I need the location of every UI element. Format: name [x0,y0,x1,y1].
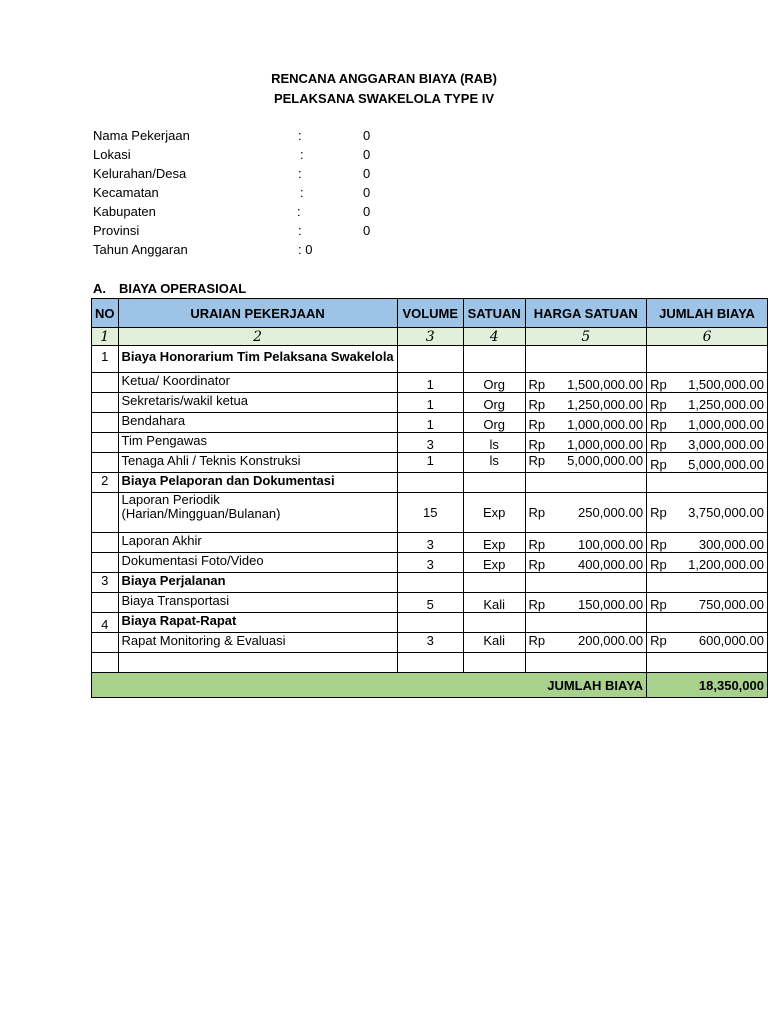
category-row [92,573,768,593]
item-unit: Exp [463,553,525,573]
item-volume: 15 [397,493,463,533]
info-colon: : [298,128,302,143]
item-description: Tim Pengawas [118,433,397,453]
info-label: Nama Pekerjaan [93,128,190,143]
item-volume: 3 [397,553,463,573]
info-value: 0 [363,166,371,181]
item-volume: 3 [397,633,463,653]
item-total: Rp 1,000,000.00 [647,413,768,433]
item-description: Bendahara [118,413,397,433]
item-volume: 1 [397,413,463,433]
col-header-uraian: URAIAN PEKERJAAN [118,299,397,328]
table-header-row [92,299,768,328]
document-title: RENCANA ANGGARAN BIAYA (RAB) [271,71,497,86]
column-number: 4 [463,328,525,346]
info-colon: : [300,185,304,200]
item-unit: Org [463,373,525,393]
item-total: Rp 3,750,000.00 [647,493,768,533]
info-label: Kelurahan/Desa [93,166,187,181]
info-label: Provinsi [93,223,140,238]
category-title: Biaya Rapat-Rapat [118,613,397,633]
item-description: Rapat Monitoring & Evaluasi [118,633,397,653]
item-total: Rp 750,000.00 [647,593,768,613]
info-value: 0 [363,128,371,143]
item-total: Rp 3,000,000.00 [647,433,768,453]
category-row [92,346,768,373]
column-number-row [92,328,768,346]
item-unit: ls [463,453,525,473]
item-description: Tenaga Ahli / Teknis Konstruksi [118,453,397,473]
item-price: Rp 1,500,000.00 [525,373,647,393]
info-value: 0 [363,204,371,219]
item-volume: 3 [397,533,463,553]
item-total: Rp 5,000,000.00 [647,453,768,473]
item-volume: 1 [397,393,463,413]
category-number: 3 [92,573,119,593]
column-number: 2 [118,328,397,346]
document-subtitle: PELAKSANA SWAKELOLA TYPE IV [273,91,495,106]
info-value: 0 [363,147,371,162]
category-row [92,473,768,493]
col-header-no: NO [92,299,119,328]
column-number: 3 [397,328,463,346]
info-value: 0 [363,185,371,200]
category-number: 4 [92,613,119,633]
item-price: Rp 400,000.00 [525,553,647,573]
info-label: Lokasi [93,147,131,162]
item-unit: Kali [463,593,525,613]
item-description: Ketua/ Koordinator [118,373,397,393]
item-total: Rp 600,000.00 [647,633,768,653]
table-row [92,533,768,553]
item-description: Biaya Transportasi [118,593,397,613]
item-volume: 1 [397,453,463,473]
category-row [92,613,768,633]
item-price: Rp 250,000.00 [525,493,647,533]
section-title: BIAYA OPERASIOAL [119,281,247,296]
total-label: JUMLAH BIAYA [92,673,647,698]
item-unit: Exp [463,533,525,553]
category-number: 1 [92,346,119,373]
item-volume: 3 [397,433,463,453]
item-price: Rp 5,000,000.00 [525,453,647,473]
item-description: Dokumentasi Foto/Video [118,553,397,573]
info-label: Kecamatan [93,185,159,200]
item-description: Laporan Akhir [118,533,397,553]
budget-table [91,298,768,698]
info-colon: : 0 [298,242,313,257]
item-unit: ls [463,433,525,453]
item-unit: Kali [463,633,525,653]
item-description: Laporan Periodik (Harian/Mingguan/Bulanan) [118,493,397,533]
column-number: 6 [647,328,768,346]
item-unit: Exp [463,493,525,533]
col-header-volume: VOLUME [397,299,463,328]
section-letter: A. [93,281,106,296]
section-heading [93,281,246,296]
item-price: Rp 100,000.00 [525,533,647,553]
category-title: Biaya Pelaporan dan Dokumentasi [118,473,397,493]
table-row [92,433,768,453]
table-row [92,553,768,573]
col-header-jumlah-biaya: JUMLAH BIAYA [647,299,768,328]
item-total: Rp 1,200,000.00 [647,553,768,573]
category-title: Biaya Perjalanan [118,573,397,593]
column-number: 1 [92,328,119,346]
item-description: Sekretaris/wakil ketua [118,393,397,413]
total-row [92,673,768,698]
item-price: Rp 1,000,000.00 [525,413,647,433]
table-row [92,393,768,413]
info-label: Tahun Anggaran [93,242,188,257]
category-title: Biaya Honorarium Tim Pelaksana Swakelola [118,346,397,373]
info-colon: : [297,204,301,219]
table-row [92,633,768,653]
empty-row [92,653,768,673]
table-row [92,593,768,613]
col-header-satuan: SATUAN [463,299,525,328]
column-number: 5 [525,328,647,346]
table-row [92,453,768,473]
info-label: Kabupaten [93,204,156,219]
table-row [92,493,768,533]
item-total: Rp 1,250,000.00 [647,393,768,413]
item-volume: 5 [397,593,463,613]
total-value: 18,350,000 [647,673,768,698]
item-price: Rp 200,000.00 [525,633,647,653]
item-total: Rp 1,500,000.00 [647,373,768,393]
item-unit: Org [463,393,525,413]
col-header-harga-satuan: HARGA SATUAN [525,299,647,328]
item-volume: 1 [397,373,463,393]
info-colon: : [298,223,302,238]
item-total: Rp 300,000.00 [647,533,768,553]
info-colon: : [298,166,302,181]
table-row [92,373,768,393]
item-price: Rp 150,000.00 [525,593,647,613]
item-price: Rp 1,000,000.00 [525,433,647,453]
info-value: 0 [363,223,371,238]
item-price: Rp 1,250,000.00 [525,393,647,413]
table-row [92,413,768,433]
category-number: 2 [92,473,119,493]
item-unit: Org [463,413,525,433]
info-colon: : [300,147,304,162]
